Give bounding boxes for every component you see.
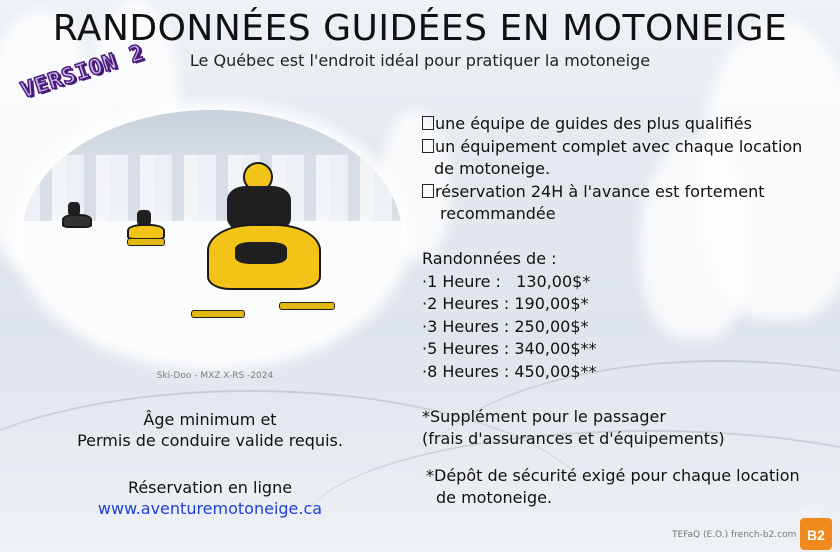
price-row: ·3 Heures : 250,00$*: [422, 316, 589, 336]
page-subtitle: Le Québec est l'endroit idéal pour pratiquer la motoneige: [189, 51, 651, 70]
info-column: [422, 113, 822, 451]
feature-item: un équipement complet avec chaque location: [422, 136, 822, 159]
page-title: RANDONNÉES GUIDÉES EN MOTONEIGE: [52, 8, 788, 49]
deposit-line-2: de motoneige.: [436, 488, 553, 507]
requirements-line-2: Permis de conduire valide requis.: [77, 431, 343, 450]
price-row: ·8 Heures : 450,00$**: [422, 361, 597, 381]
price-row: ·1 Heure : 130,00$*: [422, 271, 591, 291]
snowmobile-rider-middle: [127, 210, 167, 244]
checkbox-icon: [422, 184, 434, 198]
deposit-line-1: *Dépôt de sécurité exigé pour chaque location: [426, 466, 800, 485]
snowmobile-photo: [22, 110, 402, 362]
photo-caption: Ski-Doo - MXZ X-RS -2024: [156, 371, 274, 381]
reservation-label: Réservation en ligne: [127, 478, 293, 497]
deposit-note: [426, 465, 826, 509]
pricing-heading: Randonnées de :: [422, 248, 557, 268]
snowmobile-rider-far: [62, 202, 92, 230]
price-row: ·2 Heures : 190,00$*: [422, 294, 589, 314]
snowmobile-rider-main: [187, 162, 337, 332]
website-link[interactable]: www.aventuremotoneige.ca: [97, 499, 323, 518]
requirements-block: [40, 409, 380, 519]
requirements-line-1: Âge minimum et: [143, 410, 277, 429]
feature-continuation: recommandée: [440, 204, 556, 224]
supplement-note: *Supplément pour le passager: [422, 406, 666, 426]
price-row: ·5 Heures : 340,00$**: [422, 339, 597, 359]
checkbox-icon: [422, 116, 434, 130]
feature-item: réservation 24H à l'avance est fortement: [422, 181, 822, 204]
supplement-detail: (frais d'assurances et d'équipements): [422, 429, 725, 449]
feature-continuation: de motoneige.: [434, 159, 551, 179]
version-badge: VERSION 2: [18, 40, 148, 104]
french-b2-logo: french B2: [800, 518, 832, 550]
feature-item: une équipe de guides des plus qualifiés: [422, 113, 822, 136]
footer-credit: TEFaQ (E.O.) french-b2.com: [672, 530, 797, 540]
checkbox-icon: [422, 139, 434, 153]
